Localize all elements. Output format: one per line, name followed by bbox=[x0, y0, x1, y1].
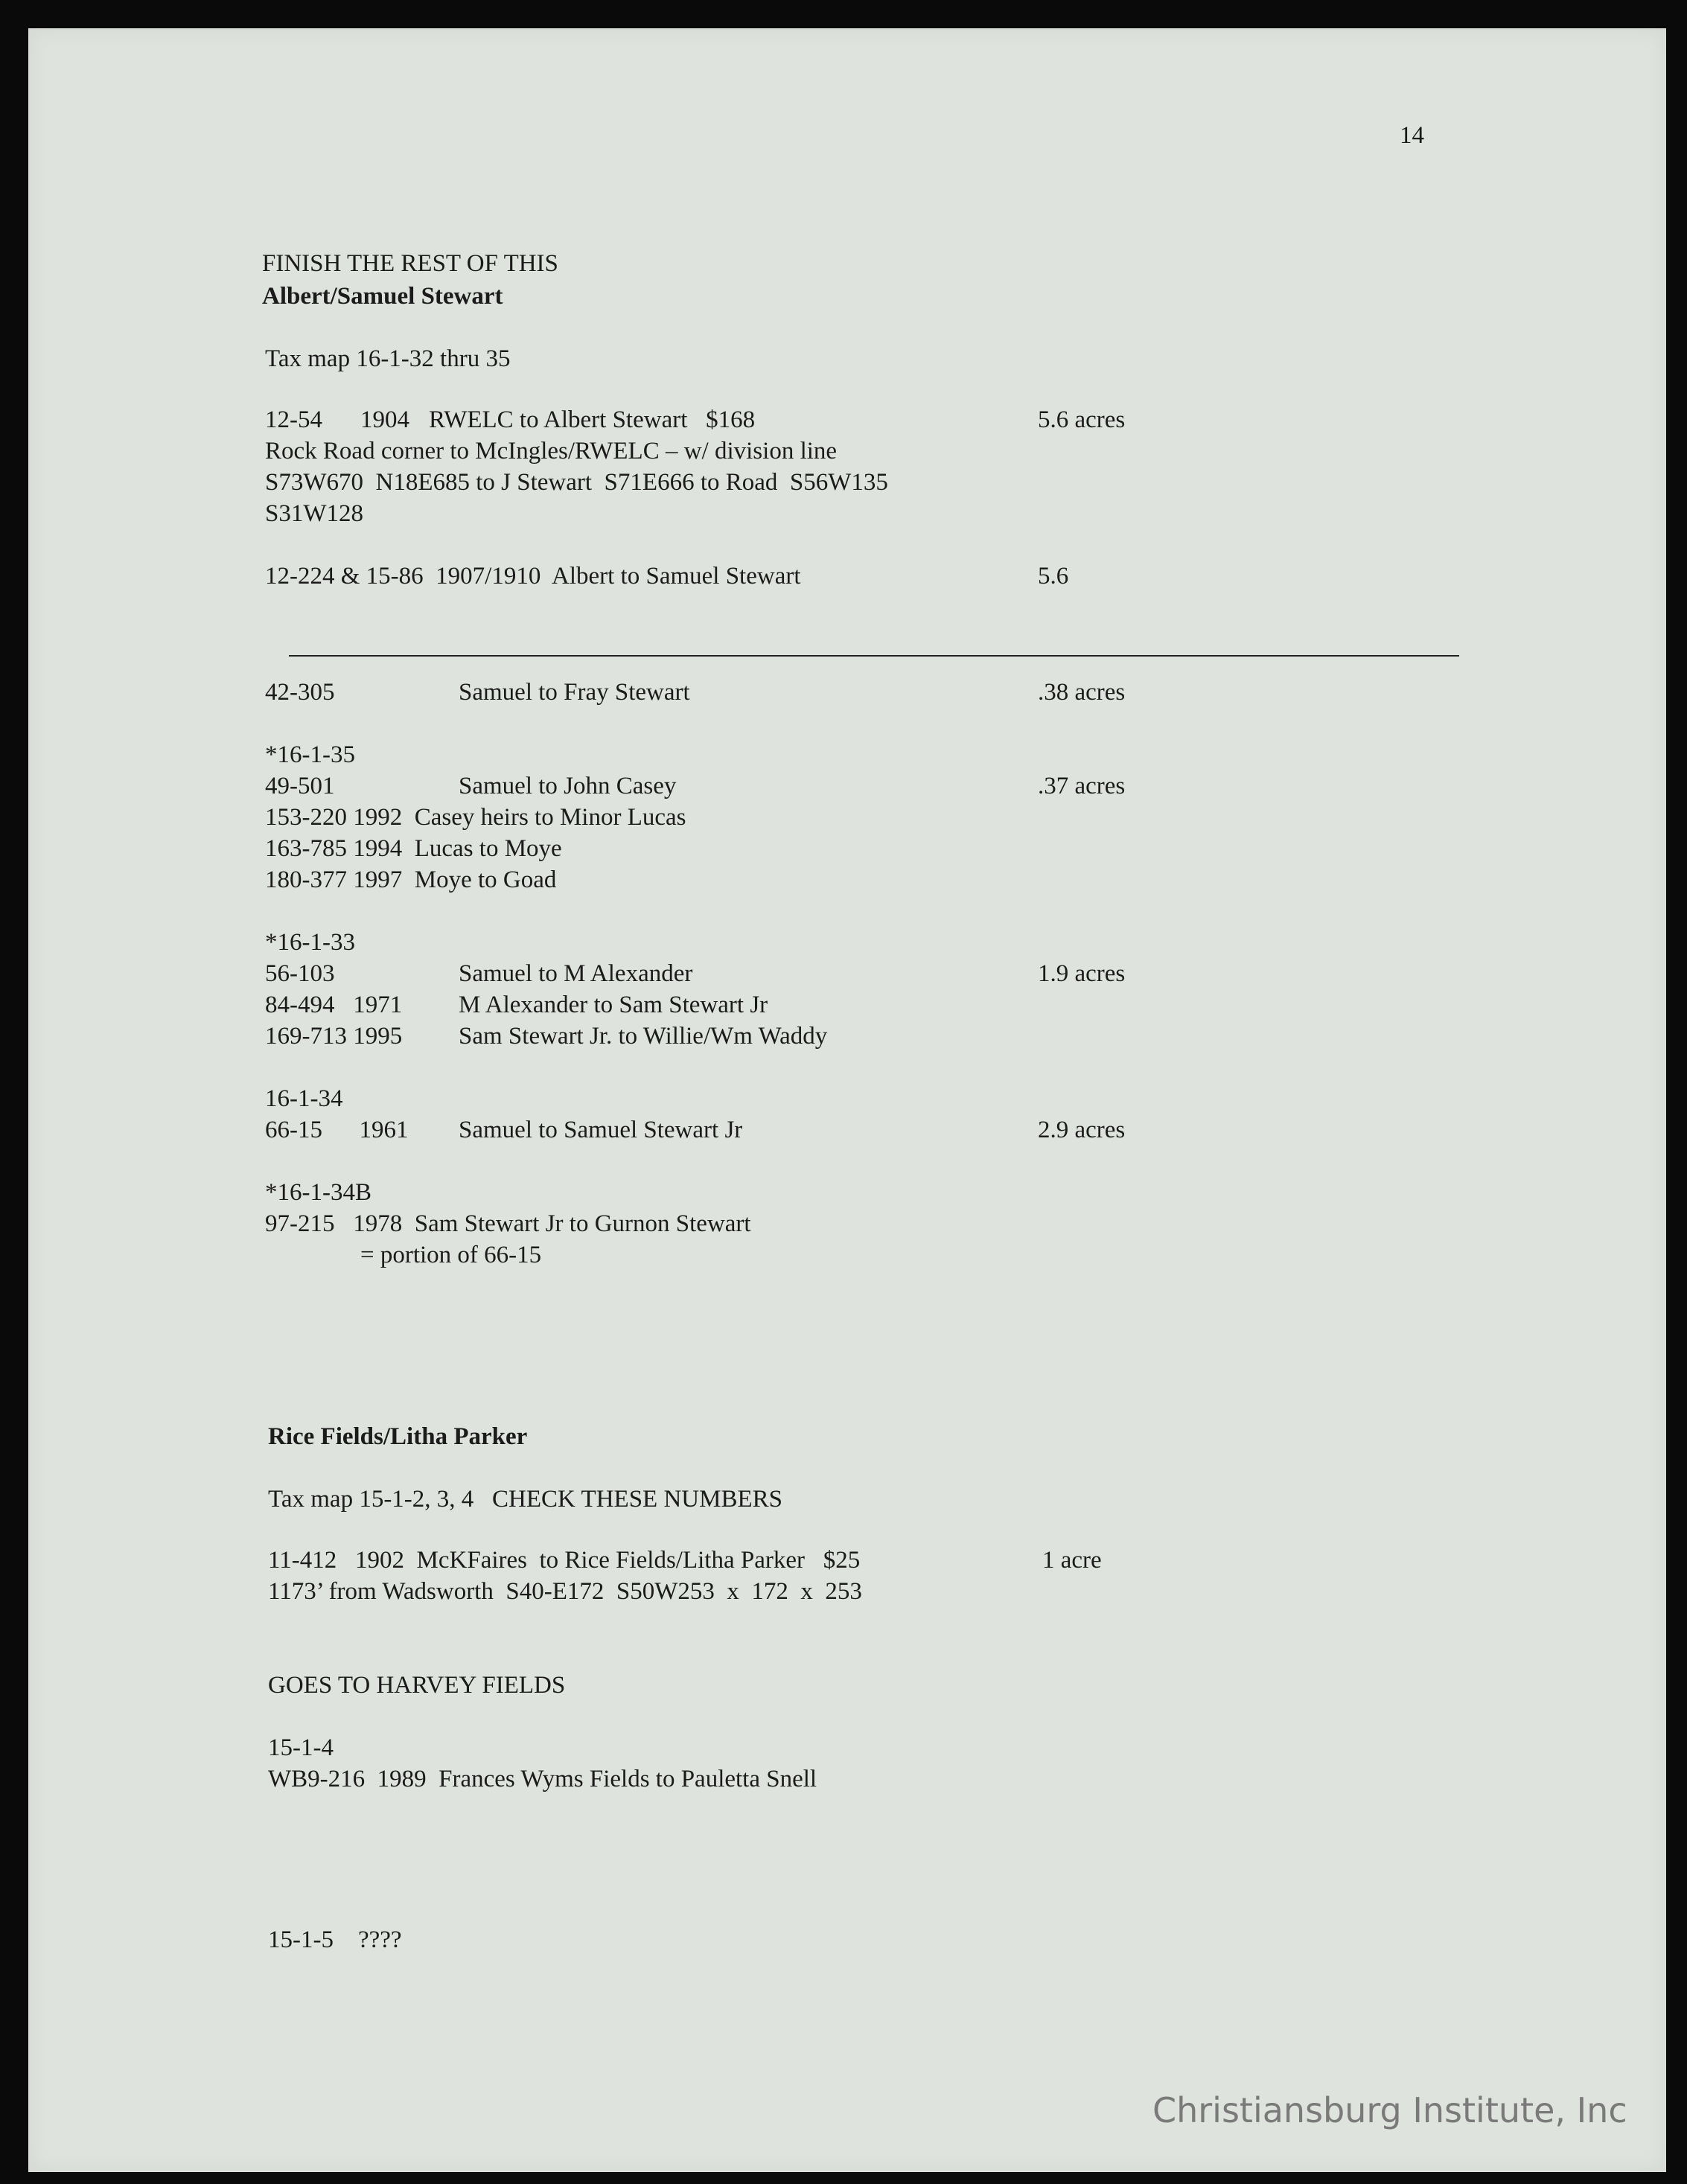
deed-year: 1904 bbox=[360, 406, 409, 433]
parcel-heading: 15-1-4 bbox=[268, 1734, 334, 1761]
deed-acres: .37 acres bbox=[1038, 773, 1126, 799]
deed-ref: 66-15 1961 bbox=[265, 1117, 409, 1143]
deed-ref: 12-54 bbox=[265, 406, 322, 433]
deed-acres: .38 acres bbox=[1038, 679, 1126, 706]
taxmap-rice: Tax map 15-1-2, 3, 4 CHECK THESE NUMBERS bbox=[268, 1486, 782, 1513]
deed-detail: Rock Road corner to McIngles/RWELC – w/ division line bbox=[265, 438, 838, 464]
watermark: Christiansburg Institute, Inc bbox=[1152, 2090, 1627, 2130]
deed-detail: S31W128 bbox=[265, 500, 363, 527]
deed-entry: 11-412 1902 McKFaires to Rice Fields/Litha Parker $25 bbox=[268, 1547, 861, 1574]
todo-note: FINISH THE REST OF THIS bbox=[262, 250, 558, 277]
deed-acres: 1.9 acres bbox=[1038, 960, 1126, 987]
deed-detail: 1173’ from Wadsworth S40-E172 S50W253 x 172 x 253 bbox=[268, 1578, 862, 1605]
section-divider bbox=[289, 655, 1459, 657]
deed-entry: 163-785 1994 Lucas to Moye bbox=[265, 835, 562, 862]
page-number: 14 bbox=[1400, 122, 1424, 149]
deed-entry: WB9-216 1989 Frances Wyms Fields to Pauletta Snell bbox=[268, 1766, 817, 1792]
deed-ref: 42-305 bbox=[265, 679, 335, 706]
deed-note: = portion of 66-15 bbox=[360, 1242, 542, 1268]
deed-desc: Samuel to M Alexander bbox=[459, 960, 693, 987]
taxmap-albert: Tax map 16-1-32 thru 35 bbox=[265, 345, 511, 372]
deed-entry: 180-377 1997 Moye to Goad bbox=[265, 866, 557, 893]
deed-entry: 12-224 & 15-86 1907/1910 Albert to Samuel Stewart bbox=[265, 563, 801, 590]
parcel-unknown: 15-1-5 ???? bbox=[268, 1926, 402, 1953]
deed-entry: 153-220 1992 Casey heirs to Minor Lucas bbox=[265, 804, 686, 831]
section-title-albert: Albert/Samuel Stewart bbox=[262, 283, 503, 310]
parcel-heading: *16-1-35 bbox=[265, 741, 355, 768]
section-title-rice: Rice Fields/Litha Parker bbox=[268, 1423, 528, 1450]
deed-ref: 84-494 1971 bbox=[265, 992, 403, 1018]
deed-desc: Samuel to John Casey bbox=[459, 773, 677, 799]
deed-desc: Samuel to Fray Stewart bbox=[459, 679, 690, 706]
parcel-heading: *16-1-34B bbox=[265, 1179, 371, 1206]
document-page bbox=[28, 28, 1666, 2172]
deed-desc: RWELC to Albert Stewart $168 bbox=[429, 406, 756, 433]
deed-desc: Samuel to Samuel Stewart Jr bbox=[459, 1117, 743, 1143]
parcel-heading: 16-1-34 bbox=[265, 1085, 343, 1112]
deed-ref: 56-103 bbox=[265, 960, 335, 987]
deed-desc: M Alexander to Sam Stewart Jr bbox=[459, 992, 768, 1018]
deed-acres: 1 acre bbox=[1042, 1547, 1102, 1574]
deed-ref: 49-501 bbox=[265, 773, 335, 799]
deed-detail: S73W670 N18E685 to J Stewart S71E666 to Road S56W135 bbox=[265, 469, 888, 496]
deed-acres: 5.6 bbox=[1038, 563, 1069, 590]
parcel-heading: *16-1-33 bbox=[265, 929, 355, 956]
deed-ref: 169-713 1995 bbox=[265, 1023, 403, 1050]
deed-acres: 2.9 acres bbox=[1038, 1117, 1126, 1143]
deed-acres: 5.6 acres bbox=[1038, 406, 1126, 433]
deed-entry: 97-215 1978 Sam Stewart Jr to Gurnon Stewart bbox=[265, 1210, 751, 1237]
deed-desc: Sam Stewart Jr. to Willie/Wm Waddy bbox=[459, 1023, 828, 1050]
transfer-note: GOES TO HARVEY FIELDS bbox=[268, 1672, 566, 1699]
